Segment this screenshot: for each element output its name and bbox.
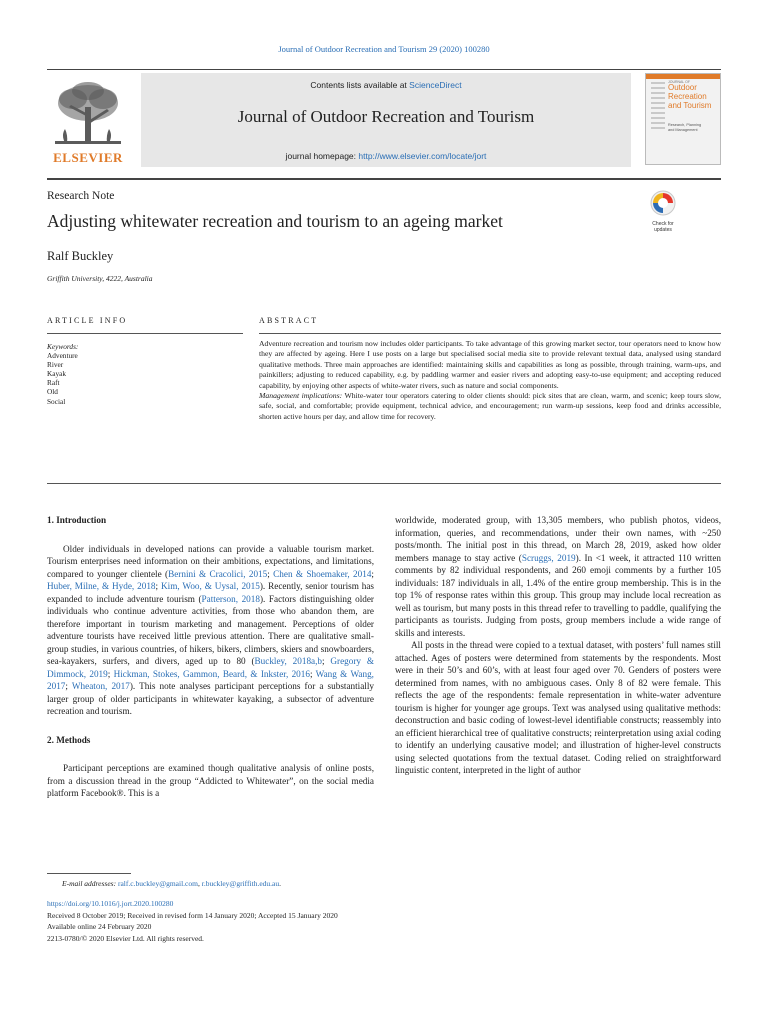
cover-decoration <box>651 82 665 132</box>
intro-text: ; <box>371 568 374 579</box>
keywords-block <box>47 342 78 406</box>
analysis-paragraph: All posts in the thread were copied to a textual dataset, with posters’ full names still attached. Ages of posters were determined from statements by the respondents. Most were in their 50’s and 60’s, with at least four aged over 70. Genders of posters were determined from names, with no ambiguous cases. Only 8 of 82 were female. This reflects the age of the respondents: female representation in white-water adventure tourism is higher for younger age groups. Text was analysed using qualitative methods: deconstruction and basic coding of lowest-level identifiable constructs; reassembly into an efficient hierarchical tree of qualitative constructs; reinterpretation using axial coding to identify an underlying causative model; and illustration of higher-level constructs using selected quotations from the textual dataset. Coding relied on straightforward linguistic content, interpreted in the light of author <box>395 640 721 775</box>
intro-text: Older individuals in developed nations can provide a valuable tourism market. Tourism enterprises need information on their ambitions, expectations, and limitations, compared to younger clientele ( <box>47 543 374 579</box>
article-info-rule <box>47 333 243 334</box>
email-link[interactable]: r.buckley@griffith.edu.au <box>201 879 280 888</box>
cover-subtitle <box>668 123 701 132</box>
keyword-item[interactable]: Social <box>47 396 66 406</box>
implications-label: Management implications: <box>259 391 343 401</box>
intro-text: ). Recently, senior tourism has expanded to include adventure tourism ( <box>47 581 375 604</box>
implications-text: White-water tour operators catering to older clients should: pick sites that are clean, warm, and scenic; keep tours slow, safe, social, and comfortable; provide equipment, technical advice, and encouragement; run warm-up sessions, keep food and drinks accessible, shorten active hours per day, and allow time for recovery. <box>259 391 721 421</box>
homepage-link[interactable]: http://www.elsevier.com/locate/jort <box>358 151 487 161</box>
citation-link[interactable]: Wang & Wang, 2017 <box>47 668 374 691</box>
citation-link[interactable]: Gregory & Dimmock, 2019 <box>47 656 374 679</box>
intro-text: ). Factors distinguishing older individuals who continue adventure activities, from those who abandon them, are therefore important in tourism marketing and management. Perceptions of older adventure tourists have received little previous attention. There are qualitative small-group studies, in various countries, of hikers, bikers, climbers, skiers and snowboarders, sea-kayakers, surfers, and divers, aged up to 80 ( <box>47 593 374 666</box>
citation-link[interactable]: Chen & Shoemaker, 2014 <box>273 568 372 579</box>
intro-paragraph <box>47 543 374 718</box>
intro-text: ; <box>65 681 72 691</box>
check-updates-line: updates <box>654 226 672 233</box>
cover-title-line: and Tourism <box>668 101 712 110</box>
left-column <box>47 514 374 800</box>
intro-text: ; <box>309 668 316 679</box>
article-title: Adjusting whitewater recreation and tourism to an ageing market <box>47 211 503 231</box>
citation-link[interactable]: Huber, Milne, & Hyde, 2018 <box>47 581 156 591</box>
doi-link[interactable]: https://doi.org/10.1016/j.jort.2020.100280 <box>47 899 174 908</box>
article-footer <box>47 898 338 944</box>
homepage-line <box>141 151 631 161</box>
abstract-bottom-rule <box>47 483 721 484</box>
footnote-separator <box>47 873 131 874</box>
article-type: Research Note <box>47 190 115 202</box>
abstract-rule <box>259 333 721 334</box>
intro-text: ; <box>267 568 274 579</box>
methods-paragraph: Participant perceptions are examined though qualitative analysis of online posts, from a discussion thread in the group “Addicted to Whitewater”, on the social media platform Facebook®. This is a <box>47 763 374 798</box>
methods-text: ). In <1 week, it attracted 110 written comments by 82 individual respondents, and 260 emoji comments by a further 105 individuals: 187 individuals in all, 1.4% of the entire group membership. This is in the top 1% of response rates within this group. This group may include local recreation as well as tourism, but many posts in this thread refer to travelling to paddle, qualifying the participants as tourists. Judging from posts, group members include a wide range of skills and interests. <box>395 552 721 638</box>
check-updates-label <box>645 222 681 233</box>
intro-text: ; <box>107 668 114 679</box>
journal-cover-thumbnail[interactable] <box>645 73 721 165</box>
cover-small-label: JOURNAL OF <box>668 80 691 84</box>
keyword-item[interactable]: Kayak <box>47 369 67 379</box>
cover-band <box>646 74 720 79</box>
cover-subtitle-line: Research, Planning <box>668 123 702 127</box>
online-date: Available online 24 February 2020 <box>47 922 152 932</box>
intro-text: ; <box>322 656 331 666</box>
keyword-item[interactable]: Old <box>47 387 58 397</box>
contents-line <box>141 80 631 90</box>
citation-link[interactable]: Patterson, 2018 <box>201 593 260 604</box>
email-separator: , <box>197 879 202 888</box>
running-head[interactable]: Journal of Outdoor Recreation and Tourism 29 (2020) 100280 <box>278 44 490 54</box>
methods-heading: 2. Methods <box>47 734 91 745</box>
check-for-updates-button[interactable] <box>645 190 681 233</box>
citation-link[interactable]: Bernini & Cracolici, 2015 <box>168 568 268 579</box>
intro-text: ; <box>155 581 162 591</box>
journal-title: Journal of Outdoor Recreation and Tourism <box>237 107 535 126</box>
author-name[interactable]: Ralf Buckley <box>47 249 114 263</box>
methods-continued-paragraph <box>395 514 721 639</box>
citation-link[interactable]: Wheaton, 2017 <box>71 681 130 691</box>
abstract-body: Adventure recreation and tourism now includes older participants. To take advantage of this growing market sector, tour operators need to know how they are affected by ageing. Here I use posts on a large but specialised social media site to provide relevant textual data, analysed using standard qualitative methods. Three main approaches are identified: maintaining skills and capabilities as long as possible, through training, warm-ups, and painkillers; adjusting to reduced capability, e.g. by paddling warmer and easier rivers and adopting easy-to-use equipment; and accepting reduced capability, by enjoying other aspects of white-water rivers, such as nature and social components. <box>259 339 721 390</box>
intro-text: ). This note analyses participant perceptions for a substantially larger group of older participants in whitewater kayaking, a subsector of adventure recreation and tourism. <box>47 681 375 716</box>
right-column <box>395 514 721 777</box>
journal-banner <box>141 73 631 167</box>
sciencedirect-link[interactable]: ScienceDirect <box>409 80 462 90</box>
email-link[interactable]: ralf.c.buckley@gmail.com <box>117 879 198 888</box>
methods-text: worldwide, moderated group, with 13,305 members, who publish photos, videos, information, queries, and recommendations, under their own names, with ~250 posts/month. The initial post in this thread, on March 28, 2019, asked how older members manage to stay active ( <box>395 515 721 563</box>
author-affiliation: Griffith University, 4222, Australia <box>47 274 153 283</box>
citation-link[interactable]: Hickman, Stokes, Gammon, Beard, & Inkster, 2016 <box>113 668 310 679</box>
citation-link[interactable]: Kim, Woo, & Uysal, 2015 <box>161 581 260 591</box>
intro-heading: 1. Introduction <box>47 515 107 525</box>
cover-title-line: Recreation <box>668 92 707 101</box>
cover-title <box>668 83 711 110</box>
citation-link[interactable]: Scruggs, 2019 <box>521 552 576 563</box>
keyword-item[interactable]: River <box>47 360 64 370</box>
email-label: E-mail addresses: <box>62 879 117 888</box>
email-end: . <box>279 879 281 888</box>
received-dates: Received 8 October 2019; Received in revised form 14 January 2020; Accepted 15 January 2020 <box>47 910 338 920</box>
cover-title-line: Outdoor <box>668 83 697 92</box>
citation-link[interactable]: Buckley, 2018a,b <box>254 656 323 666</box>
cover-subtitle-line: and Management <box>668 127 698 132</box>
keyword-item[interactable]: Adventure <box>47 351 78 361</box>
abstract-heading: ABSTRACT <box>259 316 319 325</box>
copyright-notice: 2213-0780/© 2020 Elsevier Ltd. All rights reserved. <box>47 933 204 943</box>
publisher-name: ELSEVIER <box>53 150 123 165</box>
article-info-heading: ARTICLE INFO <box>47 316 128 325</box>
email-addresses <box>62 879 281 888</box>
homepage-prefix: journal homepage: <box>285 151 359 161</box>
header-top-rule <box>47 69 721 70</box>
check-updates-icon <box>650 190 676 216</box>
keyword-item[interactable]: Raft <box>47 378 60 388</box>
check-updates-line: Check for <box>652 221 674 227</box>
keywords-label: Keywords: <box>47 342 79 351</box>
header-bottom-rule <box>47 178 721 180</box>
contents-prefix: Contents lists available at <box>310 80 410 90</box>
abstract-text <box>259 339 721 422</box>
